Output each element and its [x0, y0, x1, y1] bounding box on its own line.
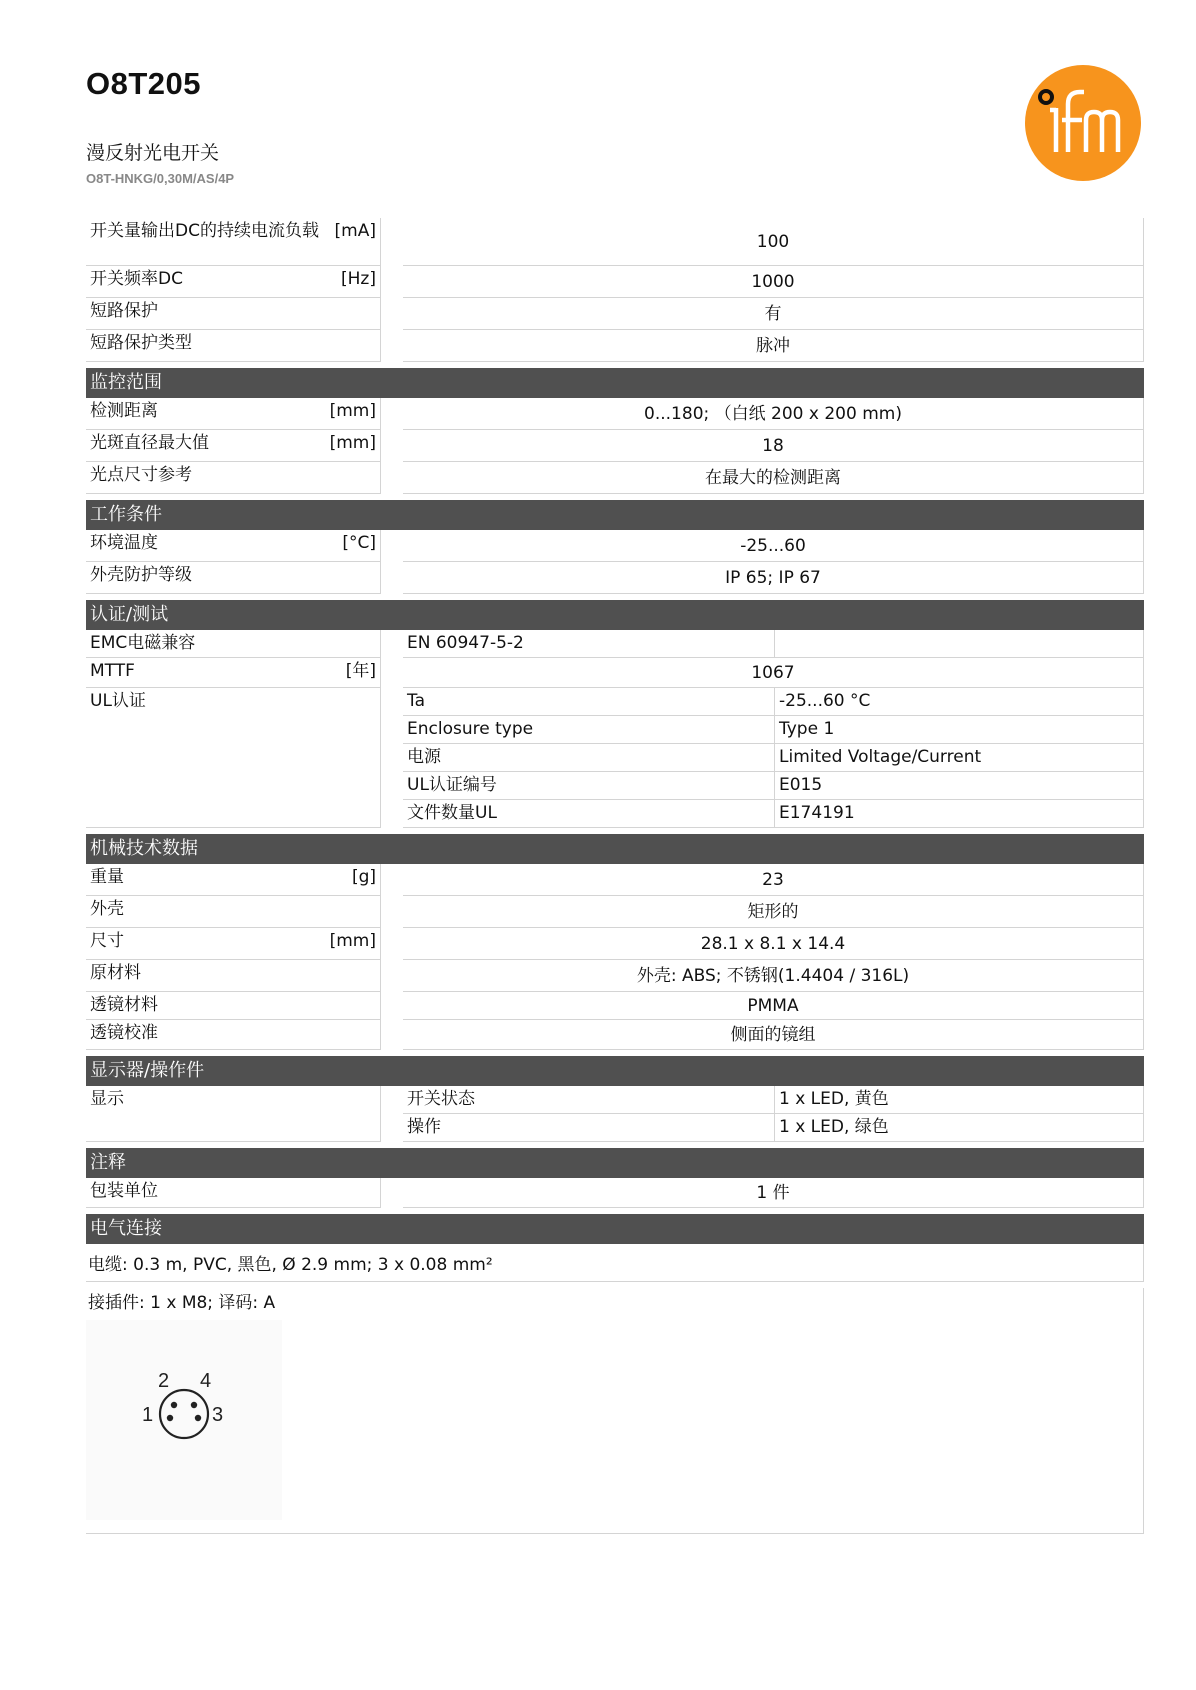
spec-row: [86, 462, 1144, 494]
spec-label: 透镜校准: [90, 1023, 158, 1043]
pin-label-4: 4: [200, 1370, 212, 1392]
spec-label: 显示: [90, 1089, 124, 1109]
ul-key: Enclosure type: [403, 716, 775, 743]
spec-row: [86, 658, 1144, 688]
spec-row: [86, 330, 1144, 362]
ul-key: Ta: [403, 688, 775, 715]
spec-label: 环境温度: [90, 533, 158, 553]
ul-key: 文件数量UL: [403, 800, 775, 827]
spec-row: [86, 430, 1144, 462]
product-subtitle: 漫反射光电开关: [86, 142, 220, 164]
spec-value: 外壳: ABS; 不锈钢(1.4404 / 316L): [403, 960, 1144, 992]
spec-label: 重量: [90, 867, 124, 887]
section-monitoring: 监控范围: [86, 368, 1144, 398]
spec-unit: [mA]: [334, 221, 376, 241]
spec-value: IP 65; IP 67: [403, 562, 1144, 594]
connector-box: [86, 1288, 1144, 1534]
section-working-conditions: 工作条件: [86, 500, 1144, 530]
spec-value: 1067: [403, 658, 1144, 688]
spec-value: 有: [403, 298, 1144, 330]
connector-spec: 接插件: 1 x M8; 译码: A: [88, 1293, 276, 1313]
spec-row: [86, 928, 1144, 960]
spec-unit: [mm]: [329, 931, 376, 951]
spec-unit: [Hz]: [341, 269, 376, 289]
pin-label-3: 3: [212, 1404, 224, 1426]
spec-unit: [mm]: [329, 401, 376, 421]
spec-value: 侧面的镜组: [403, 1020, 1144, 1050]
spec-row-display: [86, 1086, 1144, 1142]
spec-label: 尺寸: [90, 931, 124, 951]
ul-row: [403, 772, 1144, 800]
spec-label: 短路保护: [90, 301, 158, 321]
spec-label: 原材料: [90, 963, 141, 983]
ul-row: [403, 716, 1144, 744]
article-code: O8T-HNKG/0,30M/AS/4P: [86, 171, 235, 186]
spec-row-ul: [86, 688, 1144, 828]
section-display: 显示器/操作件: [86, 1056, 1144, 1086]
spec-label: 开关量输出DC的持续电流负载: [90, 221, 319, 241]
spec-row: [86, 530, 1144, 562]
spec-value: 矩形的: [403, 896, 1144, 928]
spec-value: -25...60: [403, 530, 1144, 562]
spec-label: UL认证: [90, 691, 146, 711]
ul-key: 电源: [403, 744, 775, 771]
spec-value: 23: [403, 864, 1144, 896]
spec-unit: [g]: [351, 867, 376, 887]
spec-row: [86, 992, 1144, 1020]
spec-row: [86, 562, 1144, 594]
product-title: O8T205: [86, 66, 202, 101]
pinout-diagram: [86, 1320, 282, 1520]
spec-label: 包装单位: [90, 1181, 158, 1201]
spec-value: 0...180; （白纸 200 x 200 mm): [403, 398, 1144, 430]
spec-value: 在最大的检测距离: [403, 462, 1144, 494]
ul-value: Type 1: [775, 716, 1144, 743]
ul-value: -25...60 °C: [775, 688, 1144, 715]
ul-key: UL认证编号: [403, 772, 775, 799]
spec-label: 外壳防护等级: [90, 565, 192, 585]
pin-label-2: 2: [158, 1370, 170, 1392]
spec-value: EN 60947-5-2: [403, 630, 775, 657]
ifm-logo: [1024, 64, 1142, 182]
section-electrical: 电气连接: [86, 1214, 1144, 1244]
section-notes: 注释: [86, 1148, 1144, 1178]
display-key: 开关状态: [403, 1086, 775, 1113]
spec-row: [86, 960, 1144, 992]
spec-unit: [mm]: [329, 433, 376, 453]
spec-value: 1000: [403, 266, 1144, 298]
spec-sheet: [86, 218, 1144, 1534]
spec-row: [86, 896, 1144, 928]
spec-label: 短路保护类型: [90, 333, 192, 353]
ul-value: E174191: [775, 800, 1144, 827]
ul-row: [403, 688, 1144, 716]
m8-connector-icon: [86, 1320, 282, 1520]
spec-value: 1 件: [403, 1178, 1144, 1208]
spec-value: 脉冲: [403, 330, 1144, 362]
spec-row: [86, 266, 1144, 298]
section-certification: 认证/测试: [86, 600, 1144, 630]
ul-value: E015: [775, 772, 1144, 799]
spec-value: 28.1 x 8.1 x 14.4: [403, 928, 1144, 960]
spec-row: [86, 218, 1144, 266]
spec-label: 光点尺寸参考: [90, 465, 192, 485]
section-mechanical: 机械技术数据: [86, 834, 1144, 864]
display-value: 1 x LED, 绿色: [775, 1114, 1144, 1141]
spec-row: [86, 398, 1144, 430]
spec-value: 18: [403, 430, 1144, 462]
display-value: 1 x LED, 黄色: [775, 1086, 1144, 1113]
spec-label: EMC电磁兼容: [90, 633, 196, 653]
ul-value: Limited Voltage/Current: [775, 744, 1144, 771]
spec-unit: [°C]: [342, 533, 376, 553]
spec-label: 光斑直径最大值: [90, 433, 209, 453]
cable-spec: 电缆: 0.3 m, PVC, 黑色, Ø 2.9 mm; 3 x 0.08 mm²: [86, 1244, 1144, 1282]
spec-label: 检测距离: [90, 401, 158, 421]
spec-label: 开关频率DC: [90, 269, 183, 289]
ul-row: [403, 800, 1144, 828]
spec-row: [86, 298, 1144, 330]
spec-value: 100: [403, 218, 1144, 266]
spec-label: MTTF: [90, 661, 135, 681]
ul-row: [403, 744, 1144, 772]
spec-label: 外壳: [90, 899, 124, 919]
spec-row: [86, 864, 1144, 896]
pin-label-1: 1: [142, 1404, 154, 1426]
spec-row: [86, 630, 1144, 658]
display-key: 操作: [403, 1114, 775, 1141]
spec-row: [86, 1178, 1144, 1208]
spec-row: [86, 1020, 1144, 1050]
spec-label: 透镜材料: [90, 995, 158, 1015]
spec-unit: [年]: [345, 661, 376, 681]
spec-value: PMMA: [403, 992, 1144, 1020]
